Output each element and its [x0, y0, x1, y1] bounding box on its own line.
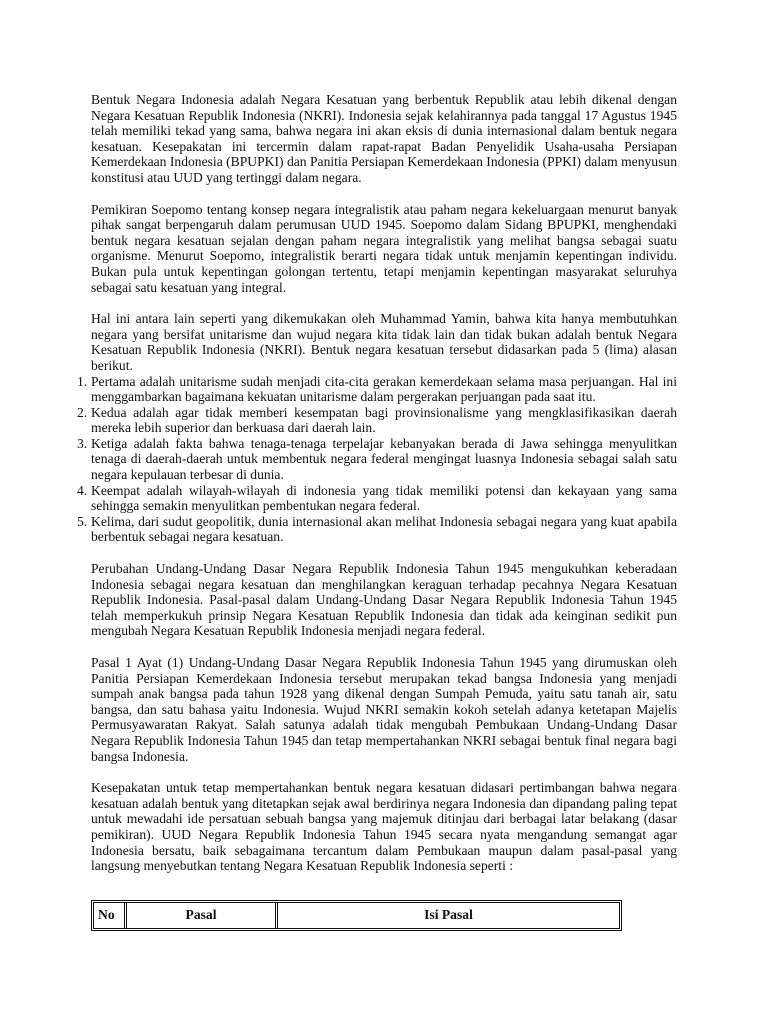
list-item-text: Kedua adalah agar tidak memberi kesempatan bagi provinsionalisme yang mengklasifikasikan daerah mereka lebih superior dan berkuasa dari daerah lain. [91, 404, 677, 436]
list-item [77, 404, 677, 436]
table-header-row [94, 903, 619, 928]
list-number: 4. [77, 482, 88, 498]
list-item-text: Keempat adalah wilayah-wilayah di indonesia yang tidak memiliki potensi dan kekayaan yang sama sehingga semakin menyulitkan pembentukan negara federal. [91, 482, 677, 514]
list-item-text: Kelima, dari sudut geopolitik, dunia internasional akan melihat Indonesia sebagai negara yang kuat apabila berbentuk sebagai negara kesatuan. [91, 513, 677, 545]
reasons-list [77, 373, 677, 546]
list-number: 2. [77, 404, 88, 420]
list-item-text: Pertama adalah unitarisme sudah menjadi cita-cita gerakan kemerdekaan selama masa perjuangan. Hal ini menggambarkan bagaimana kekuatan unitarisme dalam pergerakan perjuangan pada saat itu. [91, 373, 677, 405]
list-item [77, 513, 677, 545]
header-no: No [94, 903, 127, 928]
header-isi-pasal: Isi Pasal [424, 907, 473, 922]
pasal-table [91, 900, 622, 931]
list-item [77, 482, 677, 514]
document-body [77, 92, 677, 874]
paragraph-bentuk-negara: Bentuk Negara Indonesia adalah Negara Kesatuan yang berbentuk Republik atau lebih dikenal dengan Negara Kesatuan Republik Indonesia (NKRI). Indonesia sejak kelahirannya pada tanggal 17 Agustus 1945 telah memiliki tekad yang sama, bahwa negara ini akan eksis di dunia internasional dalam bentuk negara kesatuan. Kesepakatan ini tercermin dalam rapat-rapat Badan Penyelidik Usaha-usaha Persiapan Kemerdekaan Indonesia (BPUPKI) dan Panitia Persiapan Kemerdekaan Indonesia (PPKI) dalam menyusun konstitusi atau UUD yang tertinggi dalam negara. [91, 92, 677, 185]
list-number: 5. [77, 513, 88, 529]
list-item [77, 435, 677, 483]
list-item [77, 373, 677, 405]
paragraph-pasal-1: Pasal 1 Ayat (1) Undang-Undang Dasar Negara Republik Indonesia Tahun 1945 yang dirumuskan oleh Panitia Persiapan Kemerdekaan Indonesia tersebut merupakan tekad bangsa Indonesia yang menjadi sumpah anak bangsa pada tahun 1928 yang dikenal dengan Sumpah Pemuda, yaitu satu tanah air, satu bangsa, dan satu bahasa yaitu Indonesia. Wujud NKRI semakin kokoh setelah adanya ketetapan Majelis Permusyawaratan Rakyat. Salah satunya adalah tidak mengubah Pembukaan Undang-Undang Dasar Negara Republik Indonesia Tahun 1945 dan tetap mempertahankan NKRI sebagai bentuk final negara bagi bangsa Indonesia. [91, 655, 677, 764]
paragraph-perubahan-uud: Perubahan Undang-Undang Dasar Negara Republik Indonesia Tahun 1945 mengukuhkan keberadaan Indonesia sebagai negara kesatuan dan menghilangkan keraguan terhadap pecahnya Negara Kesatuan Republik Indonesia. Pasal-pasal dalam Undang-Undang Dasar Negara Republik Indonesia Tahun 1945 telah memperkukuh prinsip Negara Kesatuan Republik Indonesia dan tidak ada keinginan sedikit pun mengubah Negara Kesatuan Republik Indonesia menjadi negara federal. [91, 561, 677, 639]
paragraph-kesepakatan: Kesepakatan untuk tetap mempertahankan bentuk negara kesatuan didasari pertimbangan bahwa negara kesatuan adalah bentuk yang ditetapkan sejak awal berdirinya negara Indonesia dan dipandang paling tepat untuk mewadahi ide persatuan sebuah bangsa yang majemuk ditinjau dari berbagai latar belakang (dasar pemikiran). UUD Negara Republik Indonesia Tahun 1945 secara nyata mengandung semangat agar Indonesia bersatu, baik sebagaimana tercantum dalam Pembukaan maupun dalam pasal-pasal yang langsung menyebutkan tentang Negara Kesatuan Republik Indonesia seperti : [91, 780, 677, 874]
header-pasal: Pasal [127, 903, 278, 928]
paragraph-yamin: Hal ini antara lain seperti yang dikemukakan oleh Muhammad Yamin, bahwa kita hanya membutuhkan negara yang bersifat unitarisme dan wujud negara kita tidak lain dan tidak bukan adalah bentuk Negara Kesatuan Republik Indonesia (NKRI). Bentuk negara kesatuan tersebut didasarkan pada 5 (lima) alasan berikut. [91, 311, 677, 373]
list-number: 1. [77, 373, 88, 389]
list-number: 3. [77, 435, 88, 451]
list-item-text: Ketiga adalah fakta bahwa tenaga-tenaga terpelajar kebanyakan berada di Jawa sehingga menyulitkan tenaga di daerah-daerah untuk membentuk negara federal mengingat luasnya Indonesia sebagai salah satu negara kepulauan terbesar di dunia. [91, 435, 677, 483]
paragraph-soepomo: Pemikiran Soepomo tentang konsep negara integralistik atau paham negara kekeluargaan menurut banyak pihak sangat berpengaruh dalam perumusan UUD 1945. Soepomo dalam Sidang BPUPKI, menghendaki bentuk negara kesatuan sejalan dengan paham negara integralistik yang melihat bangsa sebagai suatu organisme. Menurut Soepomo, integralistik berarti negara tidak untuk menjamin kepentingan individu. Bukan pula untuk kepentingan golongan tertentu, tetapi menjamin kepentingan masyarakat seluruhya sebagai satu kesatuan yang integral. [91, 201, 677, 295]
